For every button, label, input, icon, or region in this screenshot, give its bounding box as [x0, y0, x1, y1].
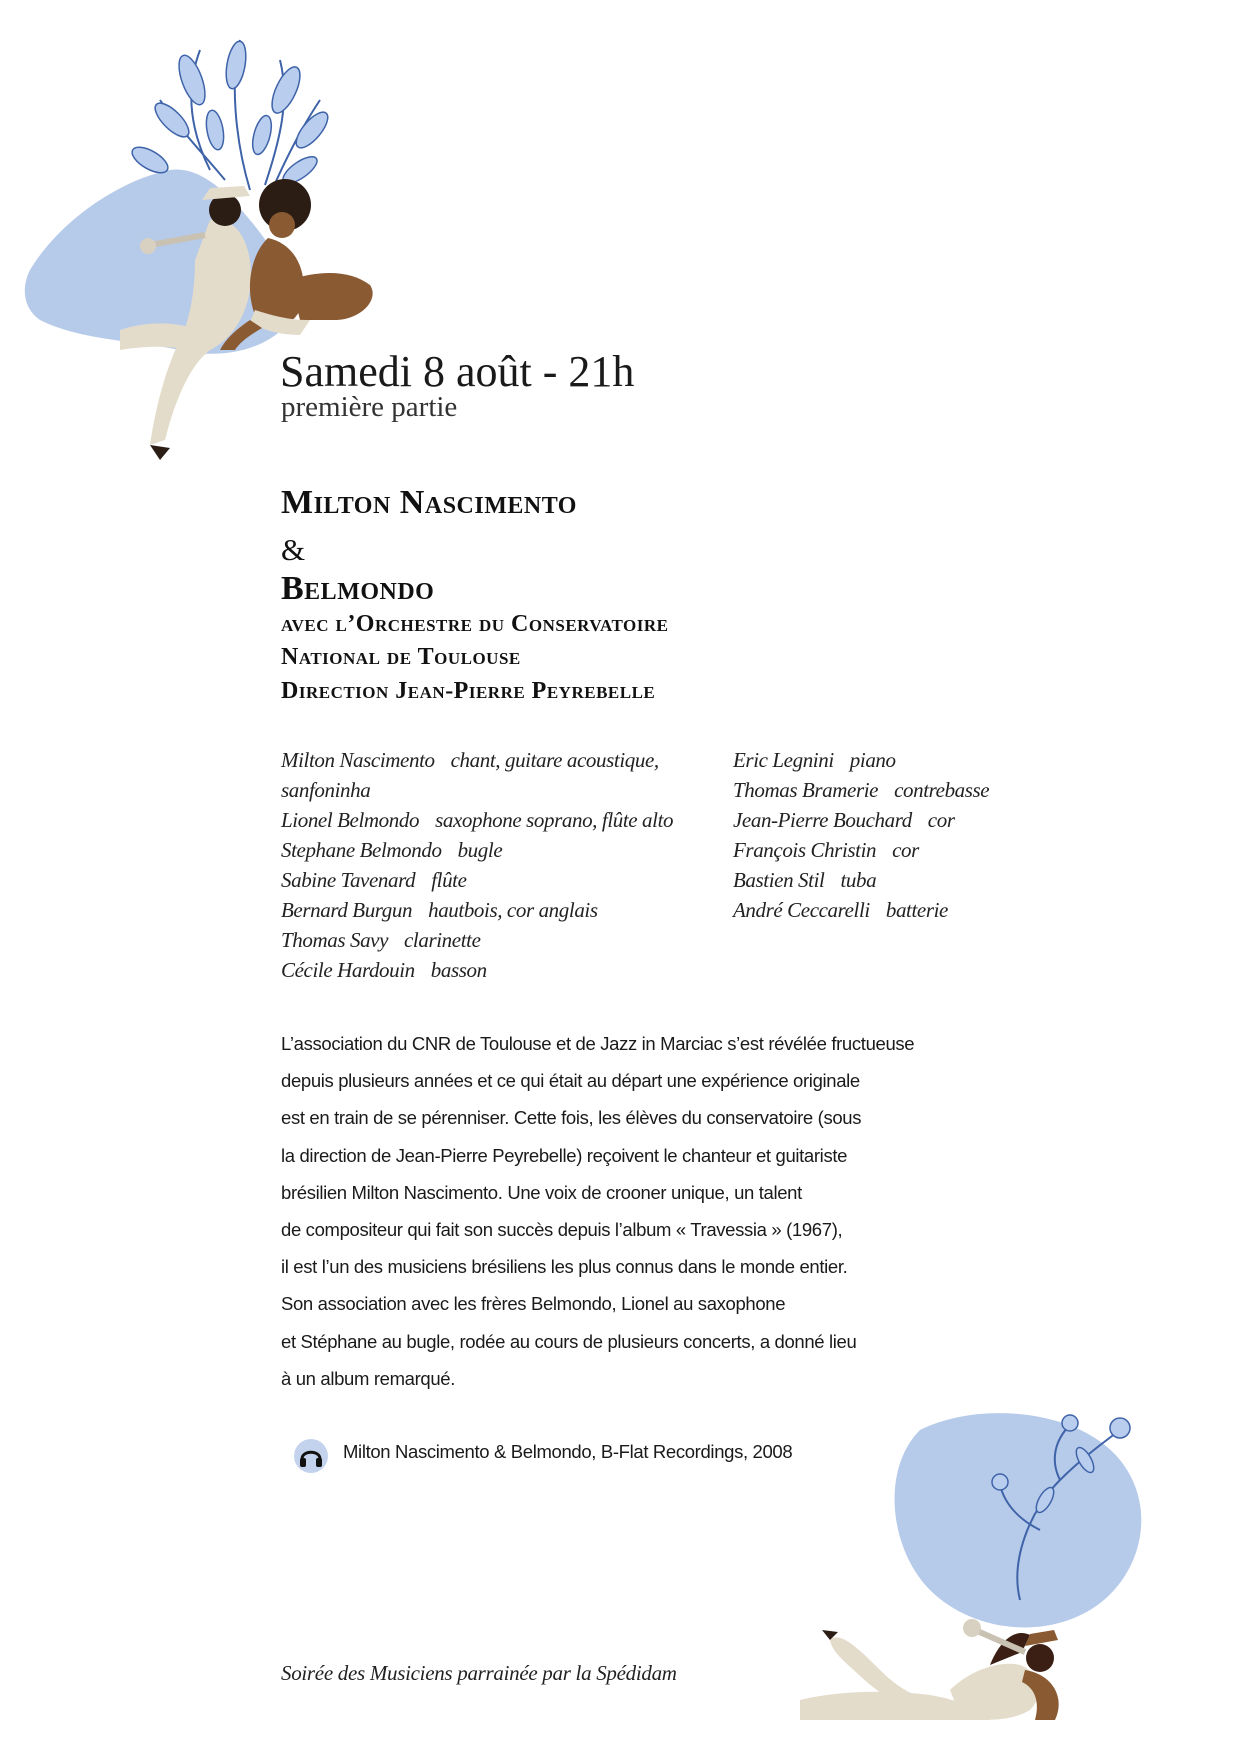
musician-name: Eric Legnini — [733, 748, 834, 772]
concert-description — [281, 1025, 915, 1397]
event-date-time: Samedi 8 août - 21h — [280, 347, 635, 396]
musician-name: Thomas Bramerie — [733, 778, 879, 802]
musician-role: contrebasse — [894, 778, 990, 802]
musician-role: chant, guitare acoustique, — [450, 748, 659, 772]
description-line: Son association avec les frères Belmondo, Lionel au saxophone — [281, 1293, 786, 1315]
description-line: il est l’un des musiciens brésiliens les plus connus dans le monde entier. — [281, 1256, 848, 1278]
musician-name: Milton Nascimento — [281, 748, 435, 772]
musician-row — [733, 745, 1033, 775]
trumpet-player-illustration-bottom — [800, 1390, 1240, 1753]
musician-name: Bastien Stil — [733, 868, 825, 892]
description-line: L’association du CNR de Toulouse et de Jazz in Marciac s’est révélée fructueuse — [281, 1033, 915, 1054]
orchestra-with-line: avec l’Orchestre du Conservatoire — [281, 611, 669, 637]
musician-name: Bernard Burgun — [281, 898, 413, 922]
title-ampersand: & — [281, 532, 306, 567]
headphones-icon — [293, 1438, 329, 1474]
description-line: à un album remarqué. — [281, 1367, 455, 1389]
description-line: de compositeur qui fait son succès depuis l’album « Travessia » (1967), — [281, 1219, 843, 1241]
musician-row — [281, 865, 721, 895]
sponsor-note: Soirée des Musiciens parrainée par la Spédidam — [281, 1661, 677, 1685]
description-line: la direction de Jean-Pierre Peyrebelle) reçoivent le chanteur et guitariste — [281, 1144, 848, 1166]
musician-role: basson — [430, 958, 487, 982]
musicians-list-right — [733, 745, 1033, 925]
discography-reference: Milton Nascimento & Belmondo, B-Flat Recordings, 2008 — [343, 1441, 793, 1462]
musician-role: saxophone soprano, flûte alto — [435, 808, 674, 832]
musician-name: Cécile Hardouin — [281, 958, 415, 982]
headliner-name-1: Milton Nascimento — [281, 484, 577, 521]
musicians-list-left — [281, 745, 721, 985]
direction-line: Direction Jean-Pierre Peyrebelle — [281, 678, 656, 704]
musician-name: Thomas Savy — [281, 928, 389, 952]
musician-row — [281, 895, 721, 925]
musician-row — [733, 805, 1033, 835]
musician-row — [733, 835, 1033, 865]
musician-row — [281, 745, 721, 775]
description-line: depuis plusieurs années et ce qui était au départ une expérience originale — [281, 1070, 860, 1092]
musician-name: Stephane Belmondo — [281, 838, 442, 862]
musician-role: tuba — [840, 868, 877, 892]
musician-row — [733, 775, 1033, 805]
musician-role: batterie — [885, 898, 948, 922]
musician-name: Sabine Tavenard — [281, 868, 416, 892]
orchestra-name-line: National de Toulouse — [281, 644, 521, 670]
musician-row — [281, 925, 721, 955]
musician-row — [281, 835, 721, 865]
musician-role: clarinette — [404, 928, 481, 952]
musician-role: sanfoninha — [281, 778, 371, 802]
musician-role: flûte — [431, 868, 467, 892]
musician-role: cor — [892, 838, 919, 862]
musician-role: piano — [849, 748, 896, 772]
description-line: et Stéphane au bugle, rodée au cours de plusieurs concerts, a donné lieu — [281, 1330, 857, 1352]
musician-row — [281, 805, 721, 835]
musician-name: André Ceccarelli — [733, 898, 870, 922]
musician-name: Jean-Pierre Bouchard — [733, 808, 912, 832]
musician-row — [281, 955, 721, 985]
event-part-label: première partie — [281, 391, 458, 423]
musician-row — [281, 775, 721, 805]
musician-role: bugle — [457, 838, 503, 862]
headliner-name-2: Belmondo — [281, 570, 435, 607]
musician-role: hautbois, cor anglais — [428, 898, 598, 922]
musician-role: cor — [927, 808, 955, 832]
musician-row — [733, 865, 1033, 895]
description-line: brésilien Milton Nascimento. Une voix de crooner unique, un talent — [281, 1181, 802, 1203]
musician-name: François Christin — [733, 838, 877, 862]
musician-name: Lionel Belmondo — [281, 808, 420, 832]
musician-row — [733, 895, 1033, 925]
description-line: est en train de se pérenniser. Cette fois, les élèves du conservatoire (sous — [281, 1107, 862, 1129]
